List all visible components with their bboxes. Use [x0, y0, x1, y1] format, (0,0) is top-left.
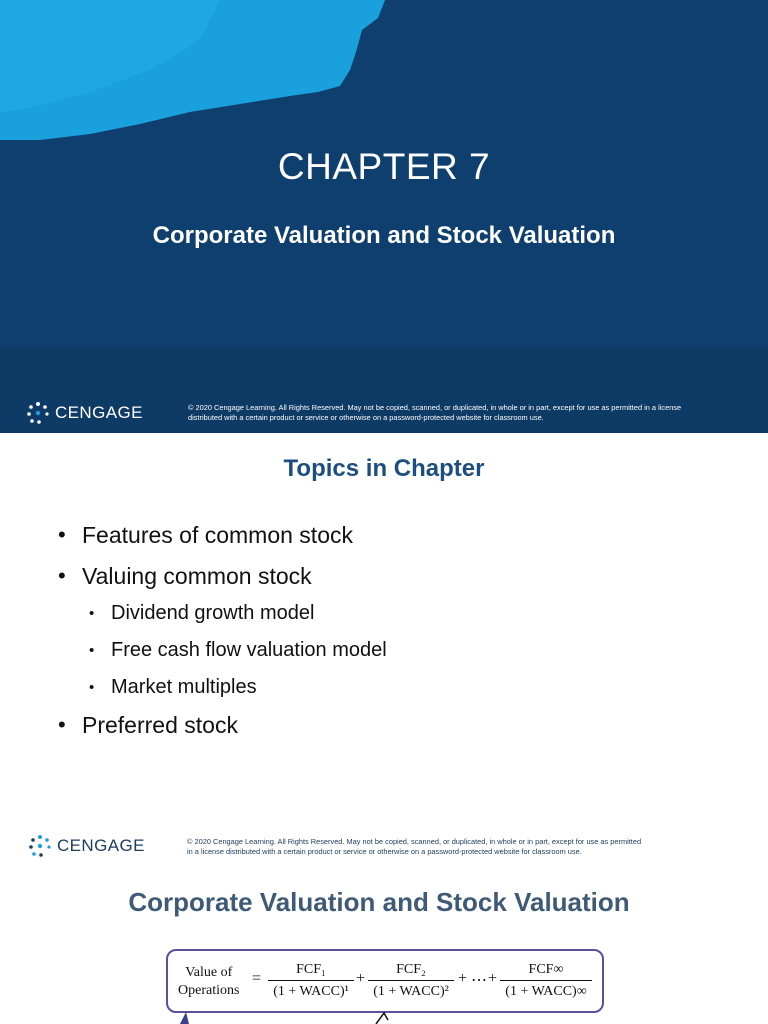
- formula-term-2: FCF₂ (1 + WACC)²: [368, 961, 454, 1001]
- sub-bullet-item: • Market multiples: [89, 676, 257, 698]
- formula-term-3: FCF∞ (1 + WACC)∞: [500, 961, 592, 1001]
- plus-sign: +: [458, 970, 468, 987]
- slide-title: Corporate Valuation and Stock Valuation: [128, 887, 630, 917]
- plus-sign: +: [488, 970, 498, 987]
- formula-lhs: Value of Operations: [178, 965, 240, 998]
- copyright-line: © 2020 Cengage Learning. All Rights Reserved. May not be copied, scanned, or duplicated, in whole or in part, except for use as permitted: [187, 837, 642, 846]
- bullet-item: • Features of common stock: [58, 522, 353, 548]
- bullet-dot-icon: •: [89, 642, 95, 659]
- bullet-dot-icon: •: [58, 522, 66, 547]
- valuation-formula: [166, 949, 604, 1013]
- bullet-dot-icon: •: [58, 563, 66, 588]
- slide-title: Corporate Valuation and Stock Valuation: [152, 222, 616, 249]
- copyright-line: © 2020 Cengage Learning. All Rights Reserved. May not be copied, scanned, or duplicated, in whole or in part, except for use as permitted in a license: [188, 403, 682, 412]
- sub-bullet-item: • Free cash flow valuation model: [89, 639, 387, 661]
- cengage-logo-icon: [28, 834, 52, 858]
- bullet-item: • Valuing common stock: [58, 563, 312, 589]
- slide-background-art: [0, 0, 768, 433]
- sub-bullet-item: • Dividend growth model: [89, 602, 315, 624]
- title-slide: [0, 0, 768, 433]
- chapter-heading: CHAPTER 7: [277, 146, 491, 187]
- ellipsis: ⋯: [471, 972, 487, 989]
- logo-wordmark: CENGAGE: [57, 836, 145, 855]
- formula-term-1: FCF₁ (1 + WACC)¹: [268, 961, 354, 1001]
- arrow-icon: [180, 1012, 189, 1024]
- copyright-line: in a license distributed with a certain product or service or otherwise on a password-protected website for classroom use.: [187, 847, 582, 856]
- cengage-logo-icon: [26, 401, 50, 425]
- plus-sign: +: [356, 970, 366, 987]
- copyright-notice: [188, 403, 748, 423]
- slide-title: Topics in Chapter: [283, 455, 485, 482]
- logo-wordmark: CENGAGE: [55, 403, 143, 422]
- arrow-icon: [376, 1013, 388, 1024]
- equals-sign: =: [252, 970, 262, 987]
- copyright-notice: [187, 837, 747, 857]
- bullet-dot-icon: •: [89, 679, 95, 696]
- cengage-logo: [28, 834, 145, 858]
- bullet-dot-icon: •: [89, 605, 95, 622]
- bullet-item: • Preferred stock: [58, 712, 238, 738]
- copyright-line: distributed with a certain product or service or otherwise on a password-protected website for classroom use.: [188, 413, 544, 422]
- cengage-logo: [26, 401, 143, 425]
- formula-arrows: [0, 1010, 768, 1024]
- bullet-dot-icon: •: [58, 712, 66, 737]
